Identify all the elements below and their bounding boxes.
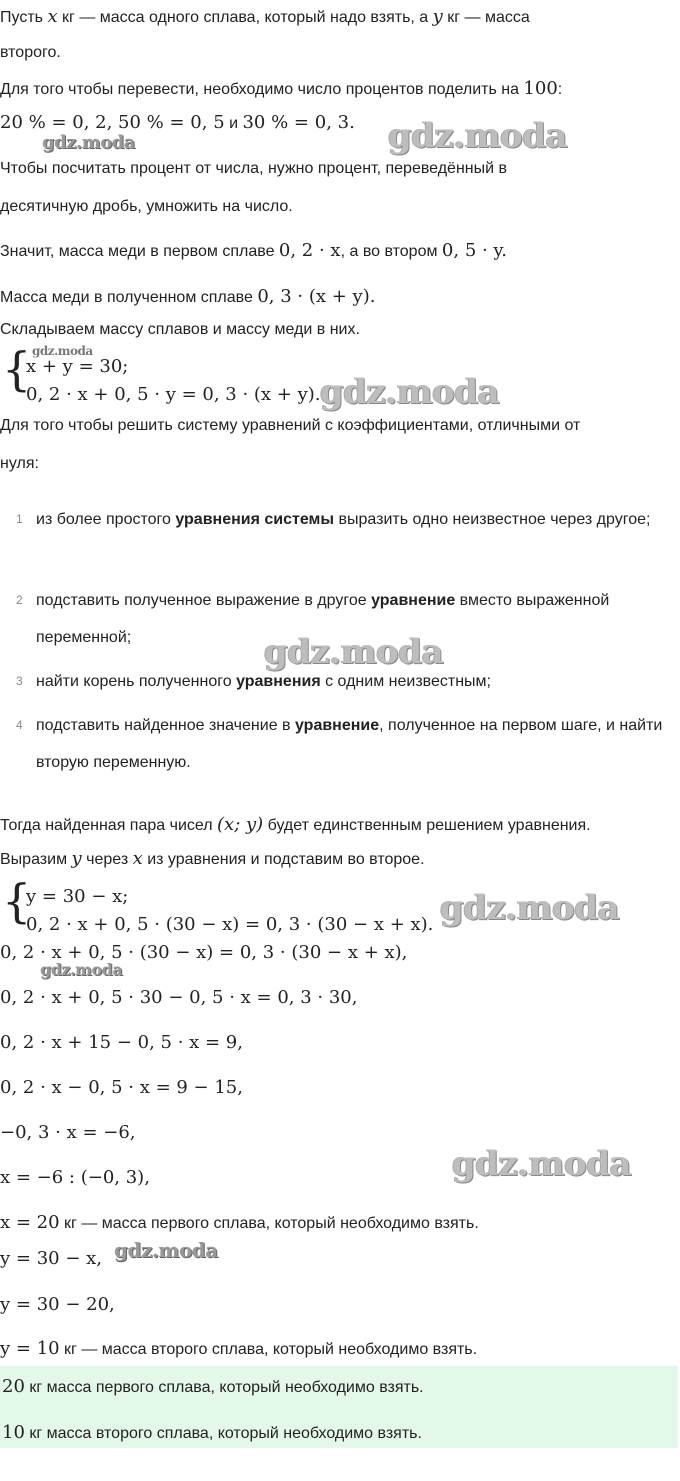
solution-step: 0, 2 · x − 0, 5 · x = 9 − 15, xyxy=(0,1077,243,1098)
answer-line-1: 20 кг масса первого сплава, который необходимо взять. xyxy=(2,1376,424,1397)
percent-conversion xyxy=(0,112,355,133)
solution-step: 0, 2 · x + 15 − 0, 5 · x = 9, xyxy=(0,1032,243,1053)
system-brace: { xyxy=(2,874,32,928)
math-expr: 20 % = 0, 2, 50 % = 0, 5 xyxy=(0,112,225,133)
system2-eq2: 0, 2 · x + 0, 5 · (30 − x) = 0, 3 · (30 − x + x). xyxy=(26,914,434,935)
watermark: gdz.moda xyxy=(320,372,500,412)
express-line: Выразим y через x из уравнения и подставим во второе. xyxy=(0,848,425,869)
math-expr: 0, 5 · y xyxy=(441,240,502,261)
text: , а во втором xyxy=(340,243,442,260)
solution-step: x = −6 : (−0, 3), xyxy=(0,1167,150,1188)
step-text: подставить полученное выражение в другое уравнение вместо выраженной переменной; xyxy=(36,592,610,646)
solution-step: y = 30 − 20, xyxy=(0,1294,115,1315)
solution-step: −0, 3 · x = −6, xyxy=(0,1122,136,1143)
copper-mass-line: Значит, масса меди в первом сплаве 0, 2 · x, а во втором 0, 5 · y. xyxy=(0,240,507,261)
math-var: y xyxy=(432,6,443,27)
text: Значит, масса меди в первом сплаве xyxy=(0,243,279,260)
math-num: 20 xyxy=(2,1376,25,1397)
text: Масса меди в полученном сплаве xyxy=(0,289,258,306)
watermark: gdz.moda xyxy=(32,344,93,358)
math-var: x xyxy=(47,6,58,27)
math-expr: 0, 2 · x xyxy=(278,240,341,261)
answer-block xyxy=(0,1366,678,1448)
intro-line-1 xyxy=(0,6,530,27)
sum-line: Складываем массу сплавов и массу меди в них. xyxy=(0,321,360,338)
pair-line: Тогда найденная пара чисел (x; y) будет единственным решением уравнения. xyxy=(0,814,591,835)
math-expr: x = 20 xyxy=(0,1212,60,1233)
system1-eq2: 0, 2 · x + 0, 5 · y = 0, 3 · (x + y). xyxy=(26,384,321,405)
copper-total-line xyxy=(0,286,375,307)
intro-line-2: второго. xyxy=(0,44,61,61)
method-line-1: Для того чтобы решить систему уравнений с коэффициентами, отличными от xyxy=(0,417,581,434)
text: кг — масса одного сплава, который надо взять, а xyxy=(57,9,433,26)
answer-line-2: 10 кг масса второго сплава, который необходимо взять. xyxy=(2,1422,422,1443)
math-expr: (x; y) xyxy=(217,814,264,835)
step-text: найти корень полученного уравнения с одним неизвестным; xyxy=(36,673,491,690)
text: и xyxy=(224,115,243,132)
system1-eq1: x + y = 30; xyxy=(26,356,129,377)
step-text: из более простого уравнения системы выразить одно неизвестное через другое; xyxy=(36,511,651,528)
system2-eq1: y = 30 − x; xyxy=(26,886,129,907)
method-line-2: нуля: xyxy=(0,455,39,472)
text: кг — масса xyxy=(442,9,530,26)
math-var: x xyxy=(132,848,143,869)
watermark: gdz.moda xyxy=(440,888,620,928)
watermark: gdz.moda xyxy=(452,1144,632,1184)
watermark: gdz.moda xyxy=(388,116,568,156)
solution-step: 0, 2 · x + 0, 5 · 30 − 0, 5 · x = 0, 3 · 30, xyxy=(0,987,358,1008)
step-number: 2 xyxy=(16,593,23,607)
step-number: 4 xyxy=(16,718,23,732)
math-num: 10 xyxy=(2,1422,25,1443)
step-number: 3 xyxy=(16,674,23,688)
step-text: подставить найденное значение в уравнение, полученное на первом шаге, и найти вторую переменную. xyxy=(36,717,663,771)
result-x: x = 20 кг — масса первого сплава, который необходимо взять. xyxy=(0,1212,479,1233)
result-y: y = 10 кг — масса второго сплава, который необходимо взять. xyxy=(0,1338,478,1359)
rule-line-2: десятичную дробь, умножить на число. xyxy=(0,198,293,215)
text: Для того чтобы перевести, необходимо число процентов поделить на xyxy=(0,81,524,98)
math-var: y xyxy=(71,848,82,869)
solution-step: y = 30 − x, xyxy=(0,1248,102,1269)
watermark: gdz.moda xyxy=(114,1238,218,1262)
math-num: 100 xyxy=(523,78,558,99)
text: Пусть xyxy=(0,9,48,26)
percent-note: Для того чтобы перевести, необходимо число процентов поделить на 100: xyxy=(0,78,563,99)
math-expr: y = 10 xyxy=(0,1338,60,1359)
watermark: gdz.moda xyxy=(40,960,123,979)
math-expr: 30 % = 0, 3. xyxy=(242,112,355,133)
system-brace: { xyxy=(2,342,32,396)
solution-step: 0, 2 · x + 0, 5 · (30 − x) = 0, 3 · (30 − x + x), xyxy=(0,942,408,963)
math-expr: 0, 3 · (x + y). xyxy=(257,286,376,307)
watermark: gdz.moda xyxy=(264,632,444,672)
rule-line-1: Чтобы посчитать процент от числа, нужно процент, переведённый в xyxy=(0,160,507,177)
watermark: gdz.moda xyxy=(42,132,135,153)
step-number: 1 xyxy=(16,512,23,526)
